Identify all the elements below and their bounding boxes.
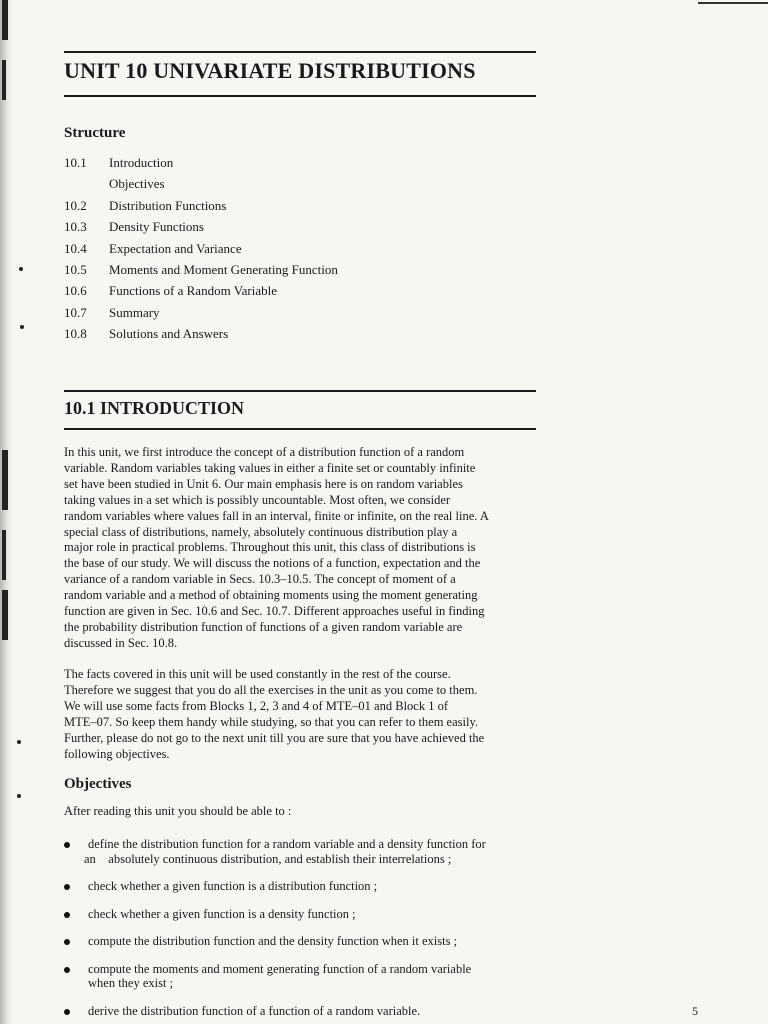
toc-label: Moments and Moment Generating Function bbox=[109, 261, 338, 277]
structure-heading: Structure bbox=[64, 125, 126, 141]
text-line: random variables where values fall in an interval, finite or infinite, on the real line. A bbox=[64, 508, 489, 523]
objective-item bbox=[64, 879, 534, 894]
text-line: set have been studied in Unit 6. Our main emphasis here is on random variables bbox=[64, 476, 463, 491]
toc-label: Objectives bbox=[109, 176, 165, 192]
toc-label: Introduction bbox=[109, 155, 174, 170]
toc-label: Solutions and Answers bbox=[109, 326, 229, 342]
text-line: discussed in Sec. 10.8. bbox=[64, 635, 178, 650]
text-line: variance of a random variable in Secs. 10.3–10.5. The concept of moment of a bbox=[64, 572, 456, 587]
toc-label: Density Functions bbox=[109, 219, 204, 235]
text-line: Further, please do not go to the next unit till you are sure that you have achieved the bbox=[64, 730, 485, 745]
toc-row bbox=[64, 195, 464, 216]
toc-row bbox=[64, 280, 464, 301]
objective-item bbox=[64, 837, 534, 866]
toc-row bbox=[64, 238, 464, 259]
toc-label: Distribution Functions bbox=[109, 197, 227, 213]
text-line: special class of distributions, namely, absolutely continuous distribution play a bbox=[64, 524, 458, 539]
toc-number: 10.3 bbox=[64, 219, 87, 235]
bullet-icon bbox=[64, 884, 70, 890]
text-line: function are given in Sec. 10.6 and Sec. 10.7. Different approaches useful in finding bbox=[64, 604, 485, 619]
toc-number: 10.1 bbox=[64, 155, 87, 170]
bullet-icon bbox=[64, 939, 70, 945]
toc-row bbox=[64, 173, 464, 194]
table-of-contents bbox=[64, 152, 464, 345]
objectives-list bbox=[64, 837, 534, 1018]
text-line: check whether a given function is a distribution function ; bbox=[88, 879, 378, 893]
text-line: In this unit, we first introduce the concept of a distribution function of a random bbox=[64, 445, 465, 459]
text-line: define the distribution function for a random variable and a density function for bbox=[88, 837, 486, 851]
intro-paragraph-1 bbox=[64, 445, 534, 652]
toc-number: 10.7 bbox=[64, 304, 87, 320]
objectives-heading: Objectives bbox=[64, 776, 132, 792]
text-line: variable. Random variables taking values in either a finite set or countably infinite bbox=[64, 460, 476, 475]
intro-top-rule bbox=[64, 390, 536, 392]
scan-speck bbox=[19, 267, 23, 271]
bullet-icon bbox=[64, 967, 70, 973]
text-line: following objectives. bbox=[64, 746, 170, 761]
toc-row bbox=[64, 302, 464, 323]
bullet-icon bbox=[64, 1009, 70, 1015]
toc-number: 10.5 bbox=[64, 261, 87, 277]
text-line: when they exist ; bbox=[88, 976, 174, 990]
bullet-icon bbox=[64, 842, 70, 848]
scan-edge-mark bbox=[2, 590, 8, 640]
toc-number: 10.8 bbox=[64, 326, 87, 342]
objective-item bbox=[64, 907, 534, 922]
intro-paragraph-2 bbox=[64, 667, 534, 762]
page-number: 5 bbox=[692, 1004, 698, 1018]
scan-speck bbox=[20, 325, 24, 329]
scan-speck bbox=[17, 740, 21, 744]
toc-row bbox=[64, 216, 464, 237]
scan-edge-mark bbox=[2, 60, 6, 100]
text-line: taking values in a set which is possibly uncountable. Most often, we consider bbox=[64, 492, 451, 507]
intro-bottom-rule bbox=[64, 428, 536, 430]
title-bottom-rule bbox=[64, 95, 536, 97]
scan-speck bbox=[17, 794, 21, 798]
text-line: MTE–07. So keep them handy while studying, so that you can refer to them easily. bbox=[64, 714, 479, 729]
toc-row bbox=[64, 323, 464, 344]
text-line: check whether a given function is a density function ; bbox=[88, 906, 356, 921]
section-heading-introduction: 10.1 INTRODUCTION bbox=[64, 398, 245, 418]
scan-edge-mark bbox=[2, 530, 6, 580]
unit-title: UNIT 10 UNIVARIATE DISTRIBUTIONS bbox=[64, 58, 476, 83]
objectives-intro: After reading this unit you should be able to : bbox=[64, 804, 292, 818]
text-line: The facts covered in this unit will be used constantly in the rest of the course. bbox=[64, 667, 451, 681]
title-top-rule bbox=[64, 51, 536, 53]
toc-number: 10.4 bbox=[64, 240, 87, 256]
toc-label: Functions of a Random Variable bbox=[109, 283, 278, 299]
toc-row bbox=[64, 259, 464, 280]
text-line: compute the distribution function and the density function when it exists ; bbox=[88, 934, 458, 948]
scan-edge-mark bbox=[2, 450, 8, 510]
bullet-icon bbox=[64, 912, 70, 918]
scan-edge-shadow bbox=[0, 0, 14, 1024]
text-line: compute the moments and moment generating function of a random variable bbox=[88, 961, 472, 976]
toc-row bbox=[64, 152, 464, 173]
text-line: the base of our study. We will discuss the notions of a function, expectation and the bbox=[64, 556, 481, 571]
text-line: random variable and a method of obtaining moments using the moment generating bbox=[64, 588, 478, 603]
scan-edge-mark bbox=[2, 0, 8, 40]
text-line: derive the distribution function of a function of a random variable. bbox=[88, 1003, 421, 1018]
objective-item bbox=[64, 962, 534, 991]
text-line: an absolutely continuous distribution, and establish their interrelations ; bbox=[84, 851, 452, 866]
toc-number: 10.6 bbox=[64, 283, 87, 299]
toc-number bbox=[64, 173, 109, 194]
text-line: major role in practical problems. Throughout this unit, this class of distributions is bbox=[64, 540, 476, 555]
scan-top-rule bbox=[698, 2, 768, 4]
toc-number: 10.2 bbox=[64, 197, 87, 213]
objective-item bbox=[64, 934, 534, 949]
text-line: We will use some facts from Blocks 1, 2, 3 and 4 of MTE–01 and Block 1 of bbox=[64, 698, 448, 713]
toc-label: Expectation and Variance bbox=[109, 240, 242, 256]
text-line: Therefore we suggest that you do all the exercises in the unit as you come to them. bbox=[64, 682, 478, 697]
objective-item bbox=[64, 1004, 534, 1019]
toc-label: Summary bbox=[109, 304, 160, 320]
text-line: the probability distribution function of functions of a given random variable are bbox=[64, 619, 463, 634]
